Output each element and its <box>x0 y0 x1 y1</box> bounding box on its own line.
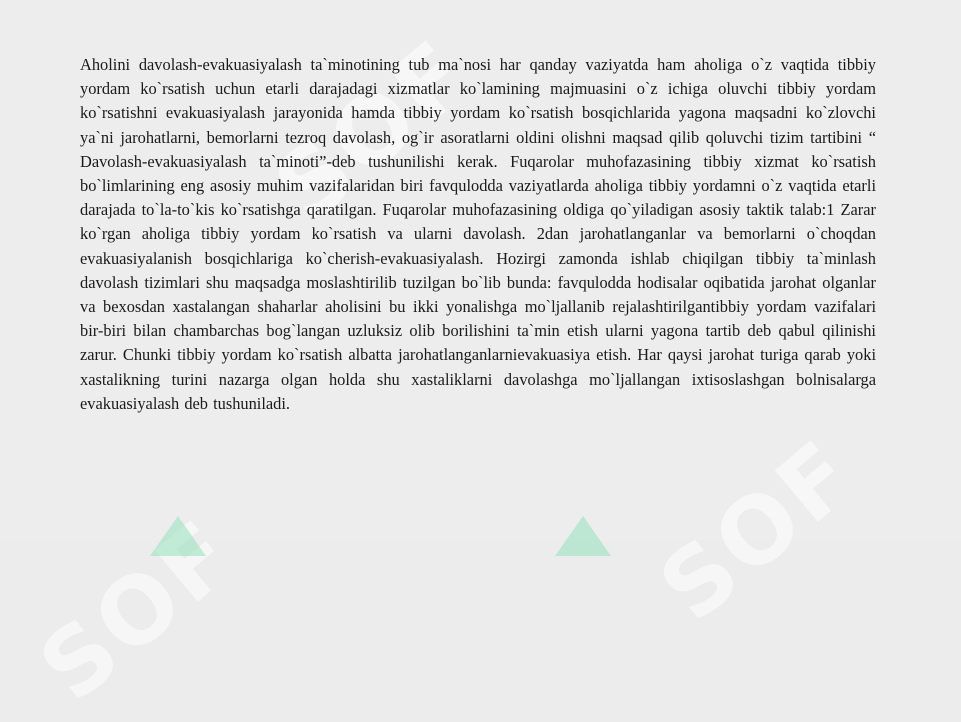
watermark-text: SOF <box>20 499 257 722</box>
watermark-text: SOF <box>640 419 877 642</box>
body-paragraph: Aholini davolash-evakuasiyalash ta`minotining tub ma`nosi har qanday vaziyatda ham aholiga o`z vaqtida tibbiy yordam ko`rsatish uchun etarli darajadagi xizmatlar ko`lamining majmuasini o`z ichiga oluvchi tibbiy yordam ko`rsatishni evakuasiyalash jarayonida hamda tibbiy yordam ko`rsatish bosqichlarida yagona maqsadni ko`zlovchi ya`ni jarohatlarni, bemorlarni tezroq davolash, og`ir asoratlarni oldini olishni maqsad qilib qoluvchi tizim tartibini “ Davolash-evakuasiyalash ta`minoti”-deb tushunilishi kerak. Fuqarolar muhofazasining tibbiy xizmat ko`rsatish bo`limlarining eng asosiy muhim vazifalaridan biri favqulodda vaziyatlarda aholiga tibbiy yordamni o`z vaqtida etarli darajada to`la-to`kis ko`rsatishga qaratilgan. Fuqarolar muhofazasining oldiga qo`yiladigan asosiy taktik talab:1 Zarar ko`rgan aholiga tibbiy yordam ko`rsatish va ularni davolash. 2dan jarohatlanganlar va bemorlarni o`choqdan evakuasiyalanish bosqichlariga ko`cherish-evakuasiyalash. Hozirgi zamonda ishlab chiqilgan tibbiy ta`minlash davolash tizimlari shu maqsadga moslashtirilib tuzilgan bo`lib bunda: favqulodda hodisalar oqibatida jarohat olganlar va bexosdan xastalangan shaharlar aholisini bu ikki yonalishga mo`ljallanib rejalashtirilgantibbiy yordam vazifalari bir-biri bilan chambarchas bog`langan uzluksiz olib borilishini ta`min etish ularni yagona tartib deb qabul qilinishi zarur. Chunki tibbiy yordam ko`rsatish albatta jarohatlanganlarnievakuasiya etish. Har qaysi jarohat turiga qarab yoki xastalikning turini nazarga olgan holda shu xastaliklarni davolashga mo`ljallangan ixtisoslashgan bolnisalarga evakuasiyalash deb tushuniladi. <box>80 55 876 413</box>
watermark-logo-icon <box>150 516 206 556</box>
watermark-text: SOF <box>255 19 492 242</box>
watermark-logo-icon <box>555 516 611 556</box>
